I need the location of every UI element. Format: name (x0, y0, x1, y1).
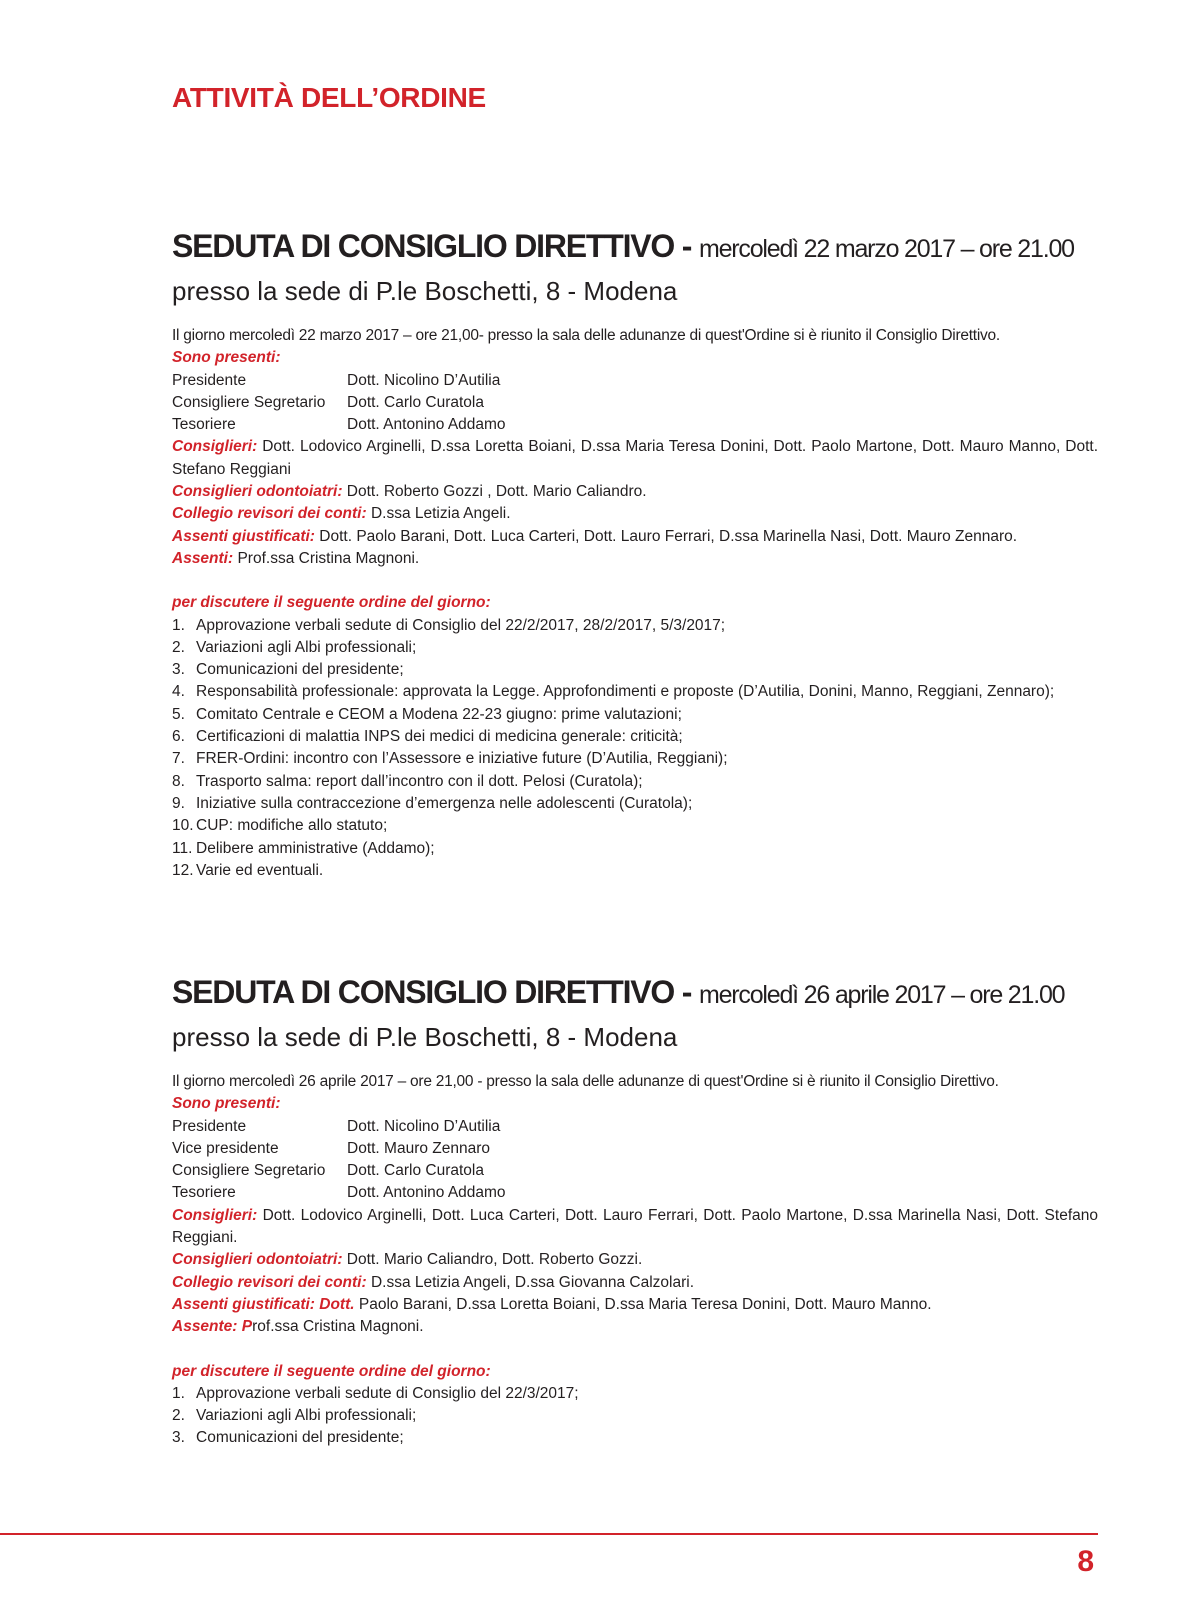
agenda-number: 7. (172, 750, 185, 768)
group-label: Assenti: (172, 549, 234, 567)
agenda-text: Trasporto salma: report dall’incontro con il dott. Pelosi (Curatola); (196, 772, 643, 790)
members-group (172, 1316, 1098, 1338)
agenda-text: FRER-Ordini: incontro con l’Assessore e iniziative future (D’Autilia, Reggiani); (196, 750, 728, 768)
group-text: Paolo Barani, D.ssa Loretta Boiani, D.ssa Maria Teresa Donini, Dott. Mauro Manno. (354, 1295, 932, 1313)
group-text: Dott. Paolo Barani, Dott. Luca Carteri, Dott. Lauro Ferrari, D.ssa Marinella Nasi, Dott. Mauro Zennaro. (314, 527, 1018, 545)
agenda-number: 12. (172, 861, 194, 879)
section-subtitle: presso la sede di P.le Boschetti, 8 - Modena (172, 1022, 678, 1052)
agenda-label: per discutere il seguente ordine del giorno: (172, 594, 491, 612)
role-person: Dott. Antonino Addamo (347, 1184, 506, 1202)
members-group (172, 1272, 1098, 1294)
group-text: Dott. Mario Caliandro, Dott. Roberto Gozzi. (342, 1251, 643, 1269)
role-person: Dott. Mauro Zennaro (347, 1139, 491, 1157)
group-text: rof.ssa Cristina Magnoni. (252, 1318, 424, 1336)
group-label: Assente: P (172, 1318, 253, 1336)
agenda-item (172, 615, 1098, 637)
role-row (172, 370, 1098, 392)
group-label: Assenti giustificati: (172, 527, 315, 545)
section-title-date: mercoledì 22 marzo 2017 – ore 21.00 (698, 235, 1074, 263)
agenda-number: 2. (172, 638, 185, 656)
role-title: Tesoriere (172, 1184, 236, 1202)
agenda-text: Comunicazioni del presidente; (196, 1429, 404, 1447)
intro-paragraph: Il giorno mercoledì 22 marzo 2017 – ore 21,00- presso la sala delle adunanze di quest'Ordine si è riunito il Consiglio Direttivo. (172, 327, 1000, 344)
meeting-section-1 (172, 226, 1098, 882)
agenda-item (172, 1427, 1098, 1449)
role-person: Dott. Antonino Addamo (347, 416, 506, 434)
role-person: Dott. Carlo Curatola (347, 393, 484, 411)
members-group (172, 548, 1098, 570)
role-title: Consigliere Segretario (172, 393, 326, 411)
role-row (172, 414, 1098, 436)
group-label: Consiglieri odontoiatri: (172, 483, 343, 501)
present-label: Sono presenti: (172, 349, 281, 367)
role-row (172, 1182, 1098, 1204)
section-title (172, 226, 1098, 273)
agenda-item (172, 771, 1098, 793)
agenda-text: CUP: modifiche allo statuto; (196, 817, 388, 835)
agenda-number: 2. (172, 1407, 185, 1425)
agenda-text: Varie ed eventuali. (196, 861, 324, 879)
group-text: Dott. Lodovico Arginelli, Dott. Luca Carteri, Dott. Lauro Ferrari, Dott. Paolo Martone, D.ssa Marinella Nasi, Dott. Stefano Reggiani. (172, 1206, 1098, 1247)
agenda-text: Variazioni agli Albi professionali; (196, 638, 417, 656)
section-body (172, 325, 1098, 882)
agenda-item (172, 815, 1098, 837)
members-group (172, 1205, 1098, 1250)
group-text: D.ssa Letizia Angeli. (366, 505, 511, 523)
role-title: Tesoriere (172, 416, 236, 434)
group-label: Consiglieri: (172, 438, 258, 456)
agenda-text: Approvazione verbali sedute di Consiglio del 22/2/2017, 28/2/2017, 5/3/2017; (196, 616, 726, 634)
section-title-main: SEDUTA DI CONSIGLIO DIRETTIVO (172, 974, 675, 1010)
group-label: Assenti giustificati: Dott. (172, 1295, 355, 1313)
section-title-date: mercoledì 26 aprile 2017 – ore 21.00 (698, 981, 1065, 1009)
role-person: Dott. Nicolino D’Autilia (347, 371, 501, 389)
group-text: D.ssa Letizia Angeli, D.ssa Giovanna Calzolari. (366, 1273, 695, 1291)
agenda-text: Iniziative sulla contraccezione d’emergenza nelle adolescenti (Curatola); (196, 794, 693, 812)
section-title-separator: - (674, 974, 699, 1010)
agenda-item (172, 748, 1098, 770)
role-title: Presidente (172, 1117, 247, 1135)
agenda-item (172, 860, 1098, 882)
section-title-separator: - (674, 228, 699, 264)
agenda-item (172, 1405, 1098, 1427)
role-row (172, 1138, 1098, 1160)
agenda-text: Certificazioni di malattia INPS dei medici di medicina generale: criticità; (196, 728, 683, 746)
agenda-text: Approvazione verbali sedute di Consiglio del 22/3/2017; (196, 1384, 579, 1402)
section-title (172, 972, 1098, 1019)
page-header: ATTIVITÀ DELL’ORDINE (172, 82, 486, 113)
footer-divider (0, 1533, 1098, 1535)
agenda-item (172, 1383, 1098, 1405)
agenda-item (172, 726, 1098, 748)
group-text: Dott. Lodovico Arginelli, D.ssa Loretta Boiani, D.ssa Maria Teresa Donini, Dott. Paolo Martone, Dott. Mauro Manno, Dott. Stefano Reggiani (172, 438, 1098, 478)
meeting-section-2 (172, 972, 1098, 1450)
agenda-number: 3. (172, 661, 185, 679)
agenda-number: 3. (172, 1429, 185, 1447)
agenda-number: 6. (172, 728, 185, 746)
agenda-number: 10. (172, 817, 194, 835)
agenda-number: 5. (172, 705, 185, 723)
section-subtitle: presso la sede di P.le Boschetti, 8 - Modena (172, 276, 678, 306)
group-label: Collegio revisori dei conti: (172, 505, 367, 523)
members-group (172, 481, 1098, 503)
role-person: Dott. Nicolino D’Autilia (347, 1117, 501, 1135)
present-label: Sono presenti: (172, 1095, 281, 1113)
role-person: Dott. Carlo Curatola (347, 1162, 484, 1180)
agenda-item (172, 793, 1098, 815)
agenda-label: per discutere il seguente ordine del giorno: (172, 1362, 491, 1380)
role-row (172, 1160, 1098, 1182)
role-row (172, 1116, 1098, 1138)
agenda-number: 11. (172, 839, 193, 857)
agenda-text: Responsabilità professionale: approvata la Legge. Approfondimenti e proposte (D’Autilia, Donini, Manno, Reggiani, Zennaro); (196, 683, 1055, 701)
group-text: Dott. Roberto Gozzi , Dott. Mario Caliandro. (342, 483, 647, 501)
members-group (172, 1294, 1098, 1316)
agenda-number: 1. (172, 616, 185, 634)
group-label: Collegio revisori dei conti: (172, 1273, 367, 1291)
agenda-item (172, 704, 1098, 726)
section-body (172, 1071, 1098, 1450)
section-title-main: SEDUTA DI CONSIGLIO DIRETTIVO (172, 228, 675, 264)
agenda-item (172, 838, 1098, 860)
agenda-text: Variazioni agli Albi professionali; (196, 1407, 417, 1425)
agenda-item (172, 659, 1098, 681)
agenda-text: Comunicazioni del presidente; (196, 661, 404, 679)
members-group (172, 436, 1098, 481)
agenda-number: 8. (172, 772, 185, 790)
agenda-number: 9. (172, 794, 185, 812)
group-label: Consiglieri: (172, 1206, 258, 1224)
group-label: Consiglieri odontoiatri: (172, 1251, 343, 1269)
members-group (172, 1249, 1098, 1271)
role-title: Consigliere Segretario (172, 1162, 326, 1180)
agenda-text: Comitato Centrale e CEOM a Modena 22-23 giugno: prime valutazioni; (196, 705, 682, 723)
agenda-number: 1. (172, 1384, 185, 1402)
role-title: Presidente (172, 371, 247, 389)
agenda-item (172, 681, 1098, 703)
agenda-number: 4. (172, 683, 185, 701)
page-number: 8 (1077, 1545, 1094, 1578)
intro-paragraph: Il giorno mercoledì 26 aprile 2017 – ore 21,00 - presso la sala delle adunanze di quest'Ordine si è riunito il Consiglio Direttivo. (172, 1073, 999, 1090)
agenda-item (172, 637, 1098, 659)
members-group (172, 503, 1098, 525)
agenda-text: Delibere amministrative (Addamo); (196, 839, 435, 857)
group-text: Prof.ssa Cristina Magnoni. (233, 549, 420, 567)
role-row (172, 392, 1098, 414)
role-title: Vice presidente (172, 1139, 279, 1157)
members-group (172, 526, 1098, 548)
